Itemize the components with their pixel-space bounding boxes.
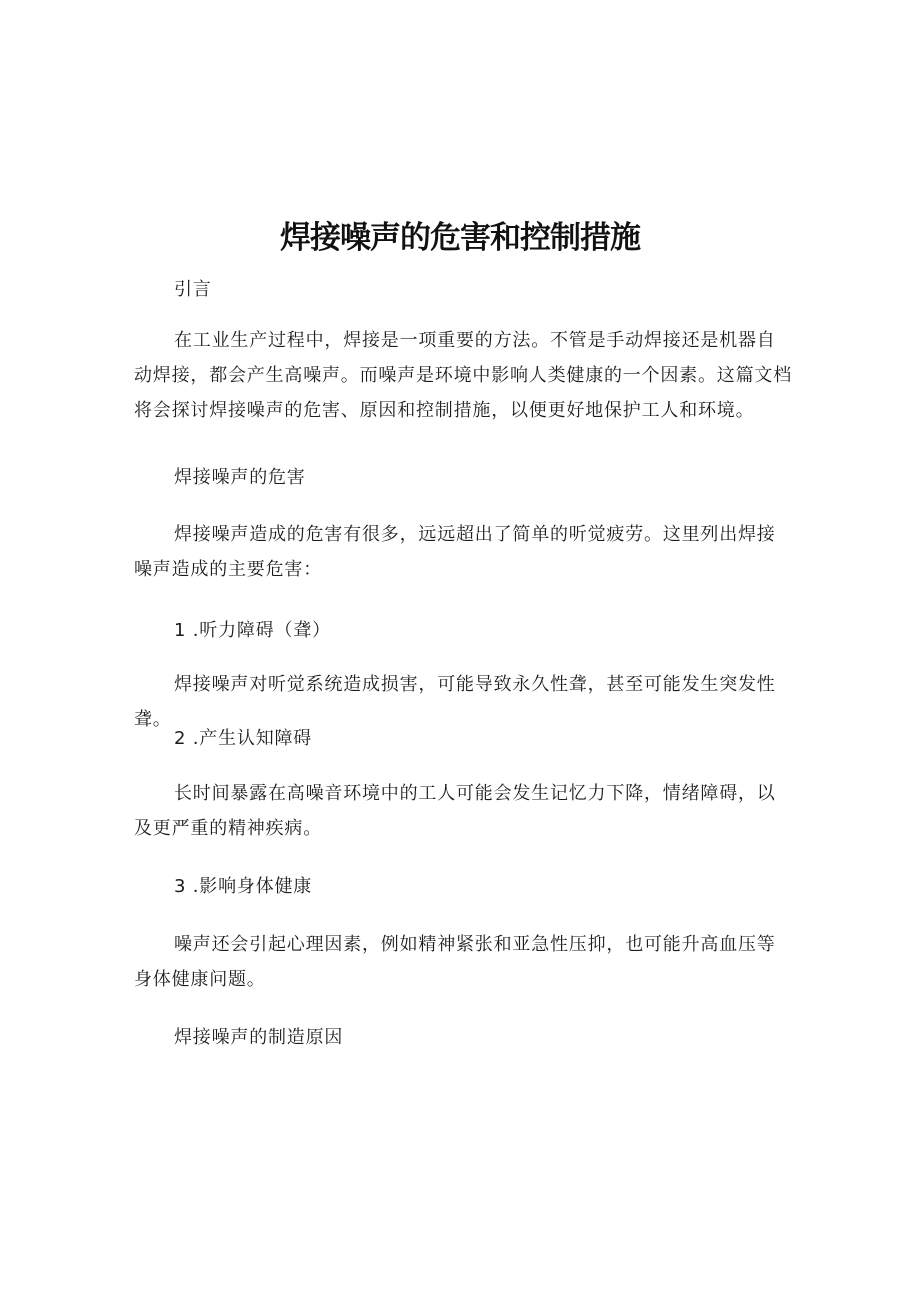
document-title: 焊接噪声的危害和控制措施 xyxy=(280,220,640,256)
list-item-heading-2: 2 .产生认知障碍 xyxy=(174,728,313,749)
section-heading-causes: 焊接噪声的制造原因 xyxy=(174,1027,344,1048)
list-item-paragraph-3: 噪声还会引起心理因素，例如精神紧张和亚急性压抑，也可能升高血压等身体健康问题。 xyxy=(134,934,776,990)
list-item-heading-1: 1 .听力障碍（聋） xyxy=(174,620,331,641)
section-heading-hazards: 焊接噪声的危害 xyxy=(174,467,306,488)
section-heading-intro: 引言 xyxy=(174,279,212,300)
list-item-paragraph-2: 长时间暴露在高噪音环境中的工人可能会发生记忆力下降，情绪障碍，以及更严重的精神疾病。 xyxy=(134,783,776,839)
intro-paragraph: 在工业生产过程中，焊接是一项重要的方法。不管是手动焊接还是机器自动焊接，都会产生高噪声。而噪声是环境中影响人类健康的一个因素。这篇文档将会探讨焊接噪声的危害、原因和控制措施，以便更好地保护工人和环境。 xyxy=(134,330,792,421)
list-item-heading-3: 3 .影响身体健康 xyxy=(174,876,313,897)
list-item-paragraph-1: 焊接噪声对听觉系统造成损害，可能导致永久性聋，甚至可能发生突发性聋。 xyxy=(134,674,776,730)
hazards-paragraph: 焊接噪声造成的危害有很多，远远超出了简单的听觉疲劳。这里列出焊接噪声造成的主要危害： xyxy=(134,524,776,580)
